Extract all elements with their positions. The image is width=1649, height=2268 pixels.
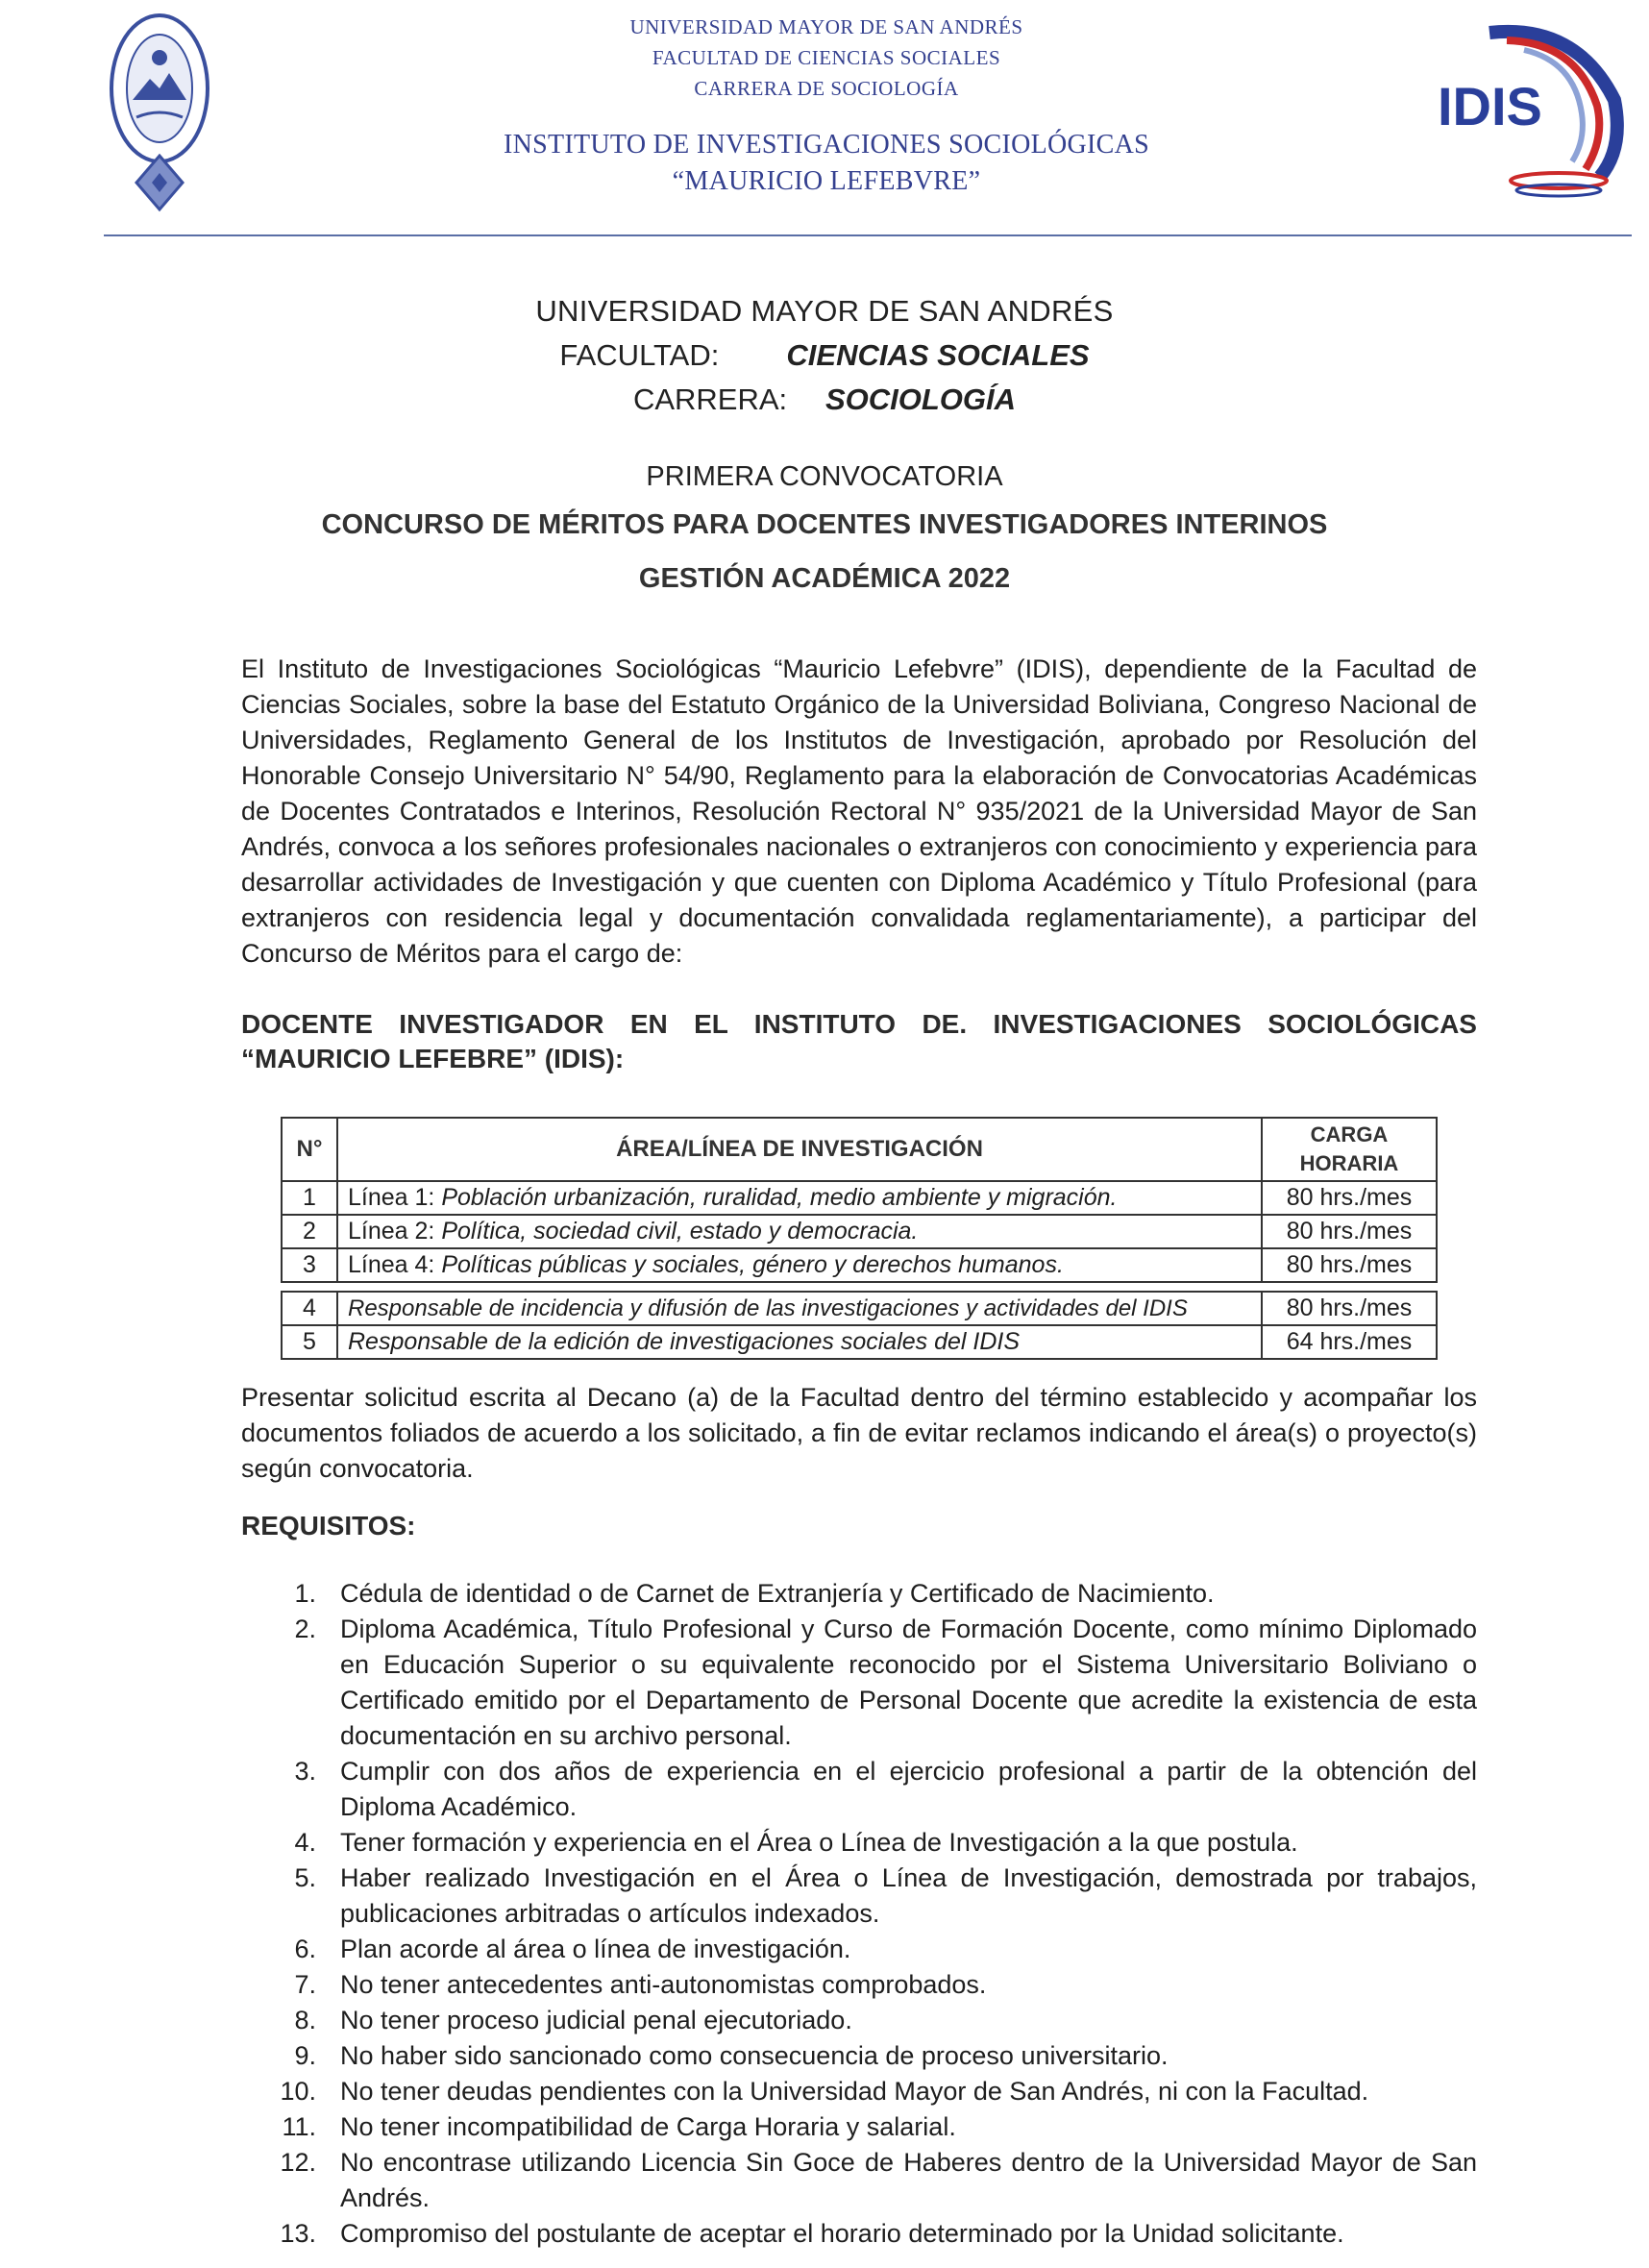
table-header-row: [282, 1118, 1437, 1181]
contest-title: CONCURSO DE MÉRITOS PARA DOCENTES INVESTIGADORES INTERINOS: [321, 509, 1328, 540]
table-row: 3 Línea 4: Políticas públicas y sociales, género y derechos humanos. 80 hrs./mes: [282, 1248, 1437, 1282]
idis-logo: [1432, 13, 1634, 206]
list-item: 7. No tener antecedentes anti-autonomistas comprobados.: [294, 1970, 987, 1999]
table-row: 5 Responsable de la edición de investigaciones sociales del IDIS 64 hrs./mes: [282, 1325, 1437, 1359]
letterhead-university: UNIVERSIDAD MAYOR DE SAN ANDRÉS: [629, 15, 1023, 38]
letterhead-faculty: FACULTAD DE CIENCIAS SOCIALES: [652, 46, 1001, 69]
application-instructions: Presentar solicitud escrita al Decano (a) de la Facultad dentro del término establecido y acompañar los documentos foliados de acuerdo a los solicitado, a fin de evitar reclamos indicando el área(s) o proyecto(s) según convocatoria.: [241, 1383, 1477, 1483]
list-item: 5. Haber realizado Investigación en el Área o Línea de Investigación, demostrada por trabajos, publicaciones arbitradas o artículos indexados.: [294, 1863, 1477, 1928]
career-label: CARRERA:: [632, 382, 788, 416]
list-item: 4. Tener formación y experiencia en el Área o Línea de Investigación a la que postula.: [294, 1828, 1298, 1857]
table-row: 2 Línea 2: Política, sociedad civil, estado y democracia. 80 hrs./mes: [282, 1215, 1437, 1248]
list-item: 11. No tener incompatibilidad de Carga Horaria y salarial.: [282, 2112, 956, 2141]
letterhead-divider: [104, 234, 1632, 236]
position-title-line1: DOCENTE INVESTIGADOR EN EL INSTITUTO DE. INVESTIGACIONES SOCIOLÓGICAS: [241, 1009, 1477, 1039]
list-item: 10. No tener deudas pendientes con la Universidad Mayor de San Andrés, ni con la Facultad.: [280, 2077, 1369, 2106]
list-item: 6. Plan acorde al área o línea de investigación.: [294, 1935, 851, 1963]
list-item: 8. No tener proceso judicial penal ejecutoriado.: [294, 2006, 852, 2034]
table-row: 4 Responsable de incidencia y difusión de las investigaciones y actividades del IDIS 80 hrs./mes: [282, 1292, 1437, 1325]
letterhead-career: CARRERA DE SOCIOLOGÍA: [694, 77, 959, 100]
university-seal-logo: [108, 12, 211, 225]
table-gap: [282, 1282, 1437, 1292]
requirements-title: REQUISITOS:: [241, 1511, 416, 1541]
letterhead-institute-name: “MAURICIO LEFEBVRE”: [672, 166, 981, 196]
heading-faculty: [0, 338, 1649, 373]
heading-career: [0, 382, 1649, 417]
career-value: SOCIOLOGÍA: [824, 382, 1017, 416]
list-item: 2. Diploma Académica, Título Profesional y Curso de Formación Docente, como mínimo Diplomado en Educación Superior o su equivalente reconocido por el Sistema Universitario Boliviano o Certificado emitido por el Departamento de Personal Docente que acredite la existencia de esta documentación en su archivo personal.: [294, 1615, 1477, 1750]
heading-university: UNIVERSIDAD MAYOR DE SAN ANDRÉS: [535, 294, 1114, 328]
research-areas-table: [281, 1117, 1438, 1360]
faculty-value: CIENCIAS SOCIALES: [786, 338, 1090, 372]
svg-text:IDIS: IDIS: [1438, 76, 1542, 136]
letterhead-institute: INSTITUTO DE INVESTIGACIONES SOCIOLÓGICAS: [503, 130, 1150, 160]
academic-term: GESTIÓN ACADÉMICA 2022: [638, 563, 1011, 594]
intro-paragraph: El Instituto de Investigaciones Sociológicas “Mauricio Lefebvre” (IDIS), dependiente de la Facultad de Ciencias Sociales, sobre la base del Estatuto Orgánico de la Universidad Boliviana, Congreso Nacional de Universidades, Reglamento General de los Institutos de Investigación, aprobado por Resolución del Honorable Consejo Universitario N° 54/90, Reglamento para la elaboración de Convocatorias Académicas de Docentes Contratados e Interinos, Resolución Rectoral N° 935/2021 de la Universidad Mayor de San Andrés, convoca a los señores profesionales nacionales o extranjeros con conocimiento y experiencia para desarrollar actividades de Investigación y que cuenten con Diploma Académico y Título Profesional (para extranjeros con residencia legal y documentación convalidada reglamentariamente), a participar del Concurso de Méritos para el cargo de:: [241, 654, 1477, 968]
list-item: 1. Cédula de identidad o de Carnet de Extranjería y Certificado de Nacimiento.: [294, 1579, 1215, 1608]
list-item: 9. No haber sido sancionado como consecuencia de proceso universitario.: [294, 2041, 1169, 2070]
col-header-area: ÁREA/LÍNEA DE INVESTIGACIÓN: [337, 1118, 1262, 1181]
faculty-label: FACULTAD:: [559, 338, 720, 372]
list-item: 13. Compromiso del postulante de aceptar el horario determinado por la Unidad solicitante.: [280, 2219, 1344, 2248]
position-title-line2: “MAURICIO LEFEBRE” (IDIS):: [241, 1044, 625, 1073]
position-title: [241, 1007, 1477, 1076]
list-item: 12. No encontrase utilizando Licencia Sin Goce de Haberes dentro de la Universidad Mayor de San Andrés.: [280, 2148, 1477, 2212]
requirements-list: [241, 1576, 1477, 2252]
list-item: 3. Cumplir con dos años de experiencia en el ejercicio profesional a partir de la obtención del Diploma Académico.: [294, 1757, 1477, 1821]
table-row: 1 Línea 1: Población urbanización, ruralidad, medio ambiente y migración. 80 hrs./mes: [282, 1181, 1437, 1215]
call-title: PRIMERA CONVOCATORIA: [646, 461, 1003, 492]
col-header-hours: CARGA HORARIA: [1262, 1118, 1437, 1181]
col-header-num: N°: [282, 1118, 337, 1181]
